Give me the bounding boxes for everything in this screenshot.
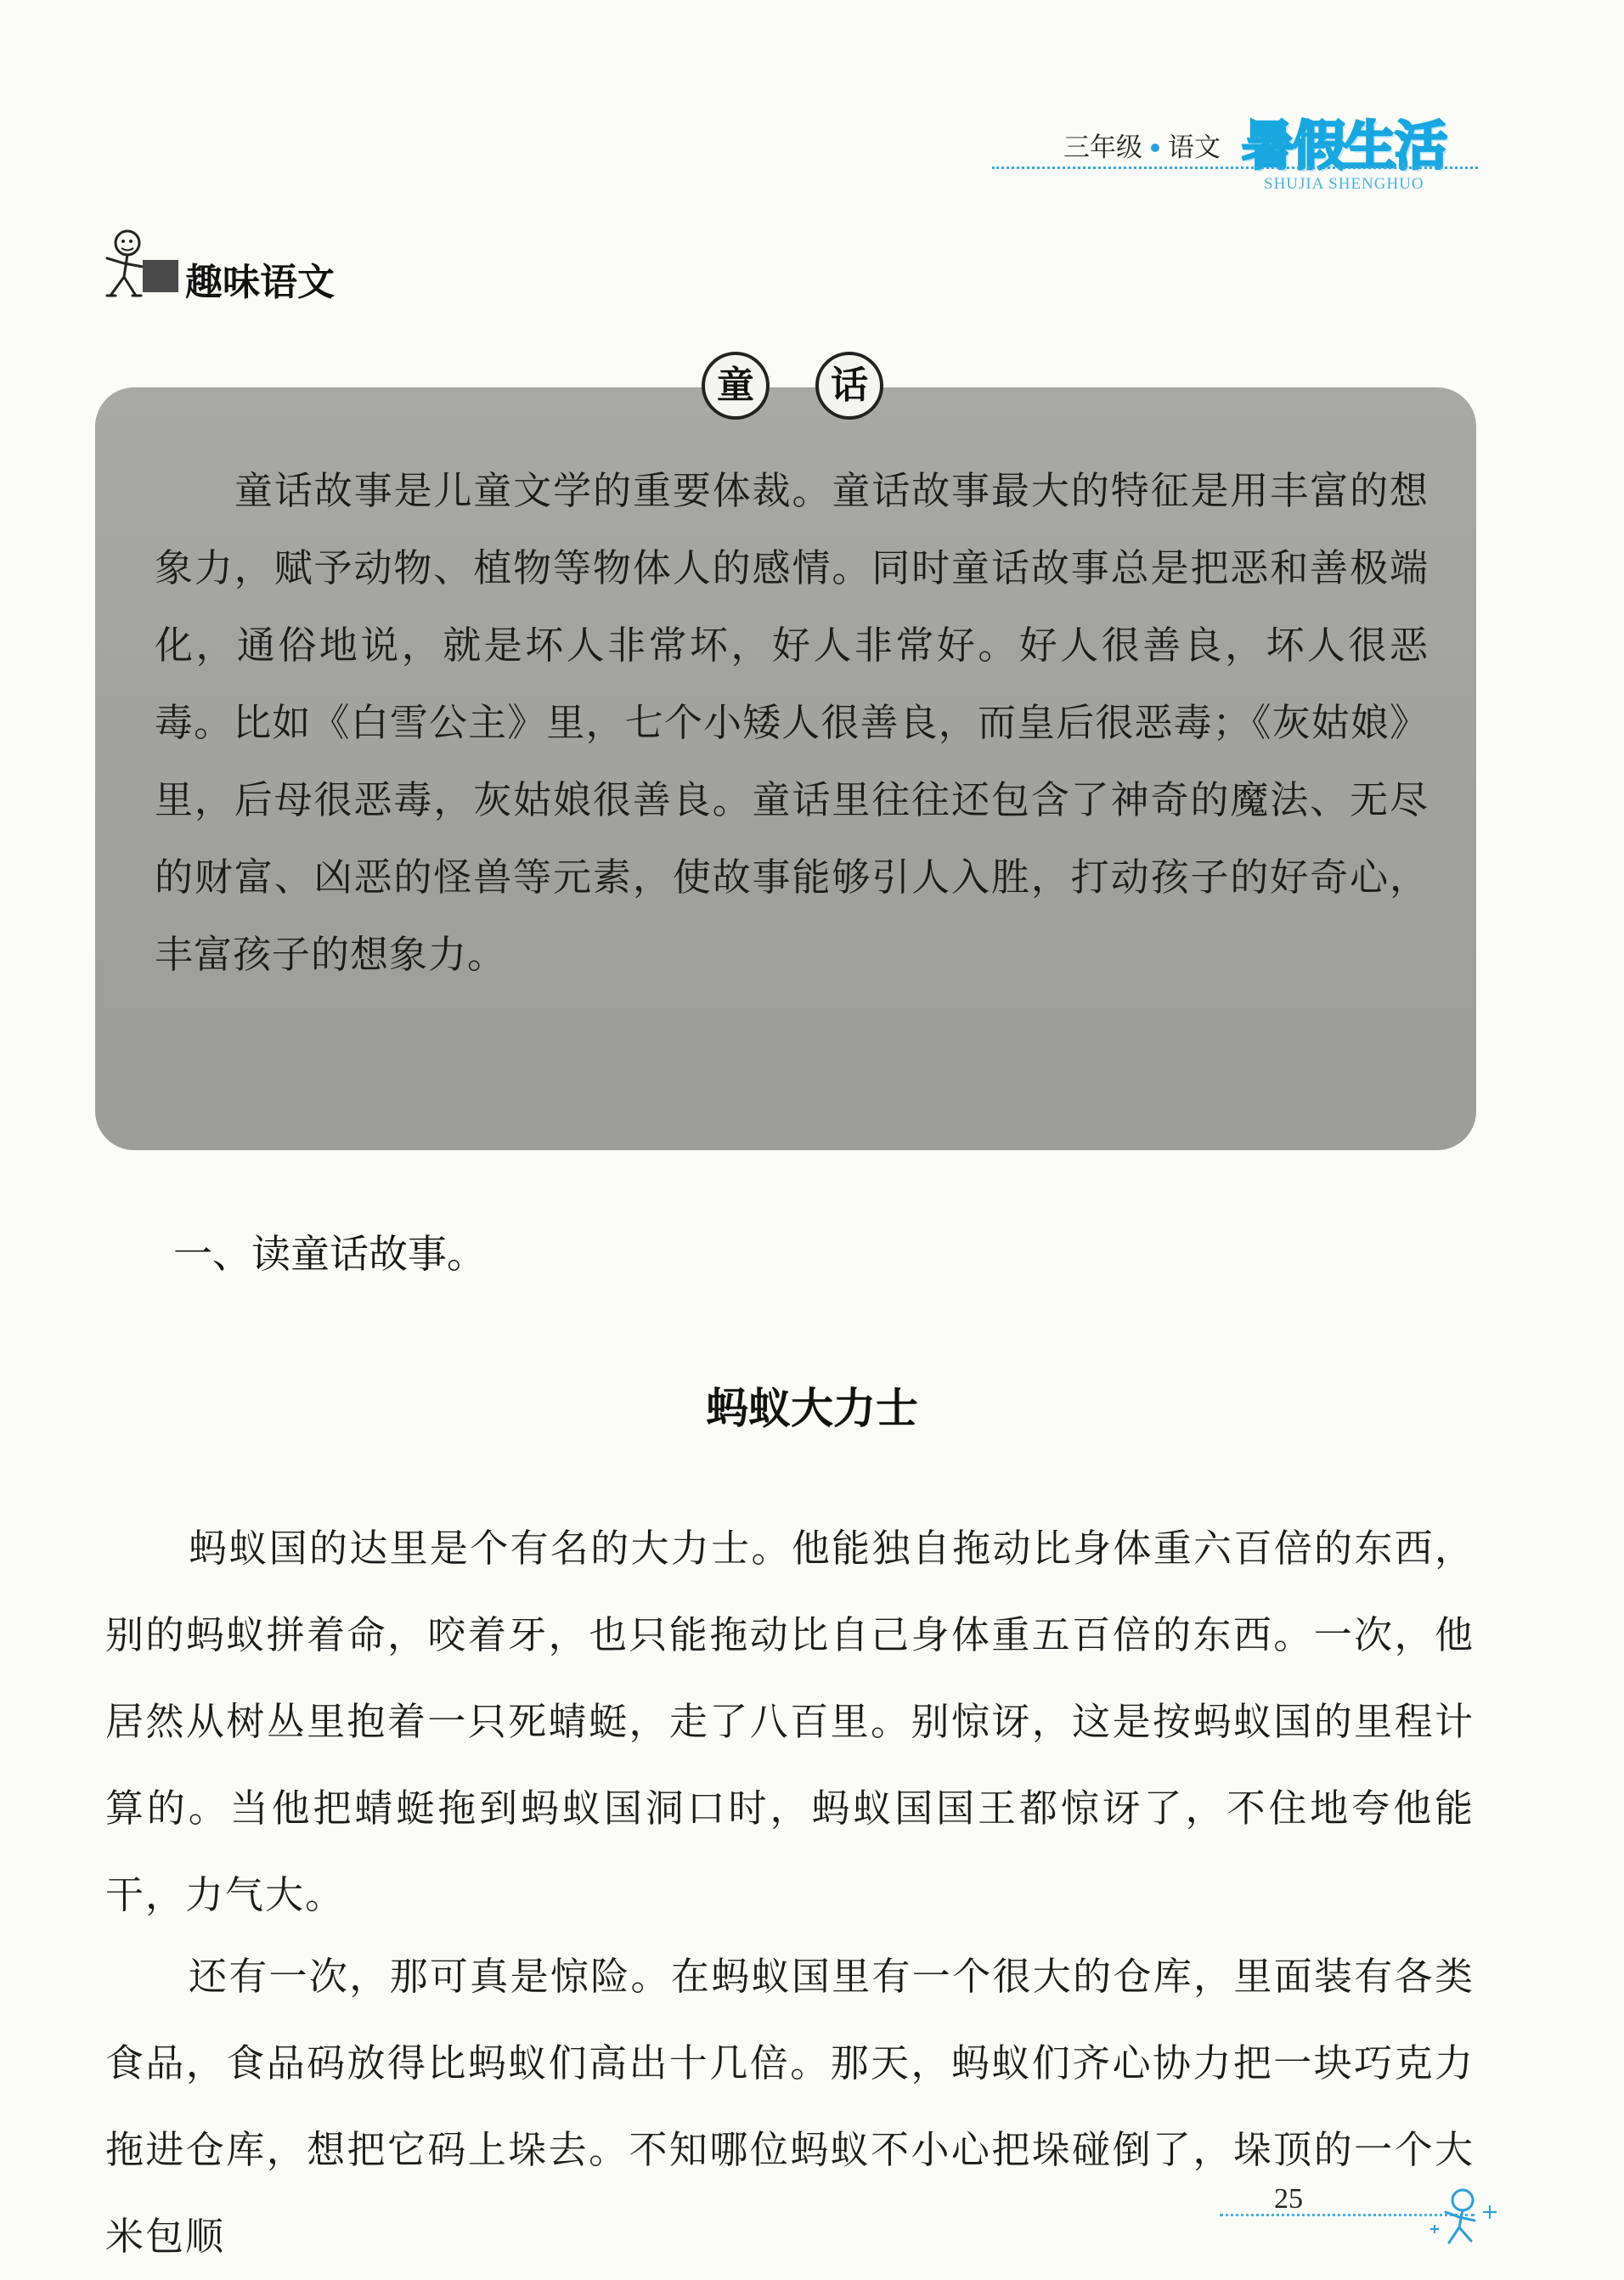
subject-label: 语文 [1168, 133, 1221, 163]
section-title: 趣味语文 [185, 261, 335, 304]
story-paragraph-2: 还有一次，那可真是惊险。在蚂蚁国里有一个很大的仓库，里面装有各类食品，食品码放得比蚂蚁们高出十几倍。那天，蚂蚁们齐心协力把一块巧克力拖进仓库，想把它码上垛去。不知哪位蚂蚁不小心把垛碰倒了，垛顶的一个大米包顺 [105, 1954, 1475, 2259]
header-grade-subject [1063, 126, 1221, 164]
info-box-title-char-1: 童 [702, 352, 770, 420]
running-mascot-icon [1422, 2187, 1503, 2248]
info-box-text: 童话故事是儿童文学的重要体裁。童话故事最大的特征是用丰富的想象力，赋予动物、植物等物体人的感情。同时童话故事总是把恶和善极端化，通俗地说，就是坏人非常坏，好人非常好。好人很善良，坏人很恶毒。比如《白雪公主》里，七个小矮人很善良，而皇后很恶毒；《灰姑娘》里，后母很恶毒，灰姑娘很善良。童话里往往还包含了神奇的魔法、无尽的财富、凶恶的怪兽等元素，使故事能够引人入胜，打动孩子的好奇心，丰富孩子的想象力。 [155, 468, 1429, 977]
exercise-prompt: 一、读童话故事。 [173, 1231, 486, 1277]
story-title: 蚂蚁大力士 [706, 1384, 918, 1433]
grade-label: 三年级 [1063, 133, 1142, 163]
header-dotted-rule [992, 166, 1478, 169]
separator-dot [1151, 144, 1159, 152]
info-box-title-char-2: 话 [815, 352, 883, 420]
page-number: 25 [1274, 2183, 1303, 2215]
brand-pinyin: SHUJIA SHENGHUO [1264, 175, 1424, 193]
brand-logo: 暑假生活 [1242, 115, 1446, 177]
story-paragraph-1: 蚂蚁国的达里是个有名的大力士。他能独自拖动比身体重六百倍的东西，别的蚂蚁拼着命，咬着牙，也只能拖动比自己身体重五百倍的东西。一次，他居然从树丛里抱着一只死蜻蜓，走了八百里。别惊讶，这是按蚂蚁国的里程计算的。当他把蜻蜓拖到蚂蚁国洞口时，蚂蚁国国王都惊讶了，不住地夸他能干，力气大。 [105, 1526, 1475, 1917]
section-bar [143, 260, 178, 292]
